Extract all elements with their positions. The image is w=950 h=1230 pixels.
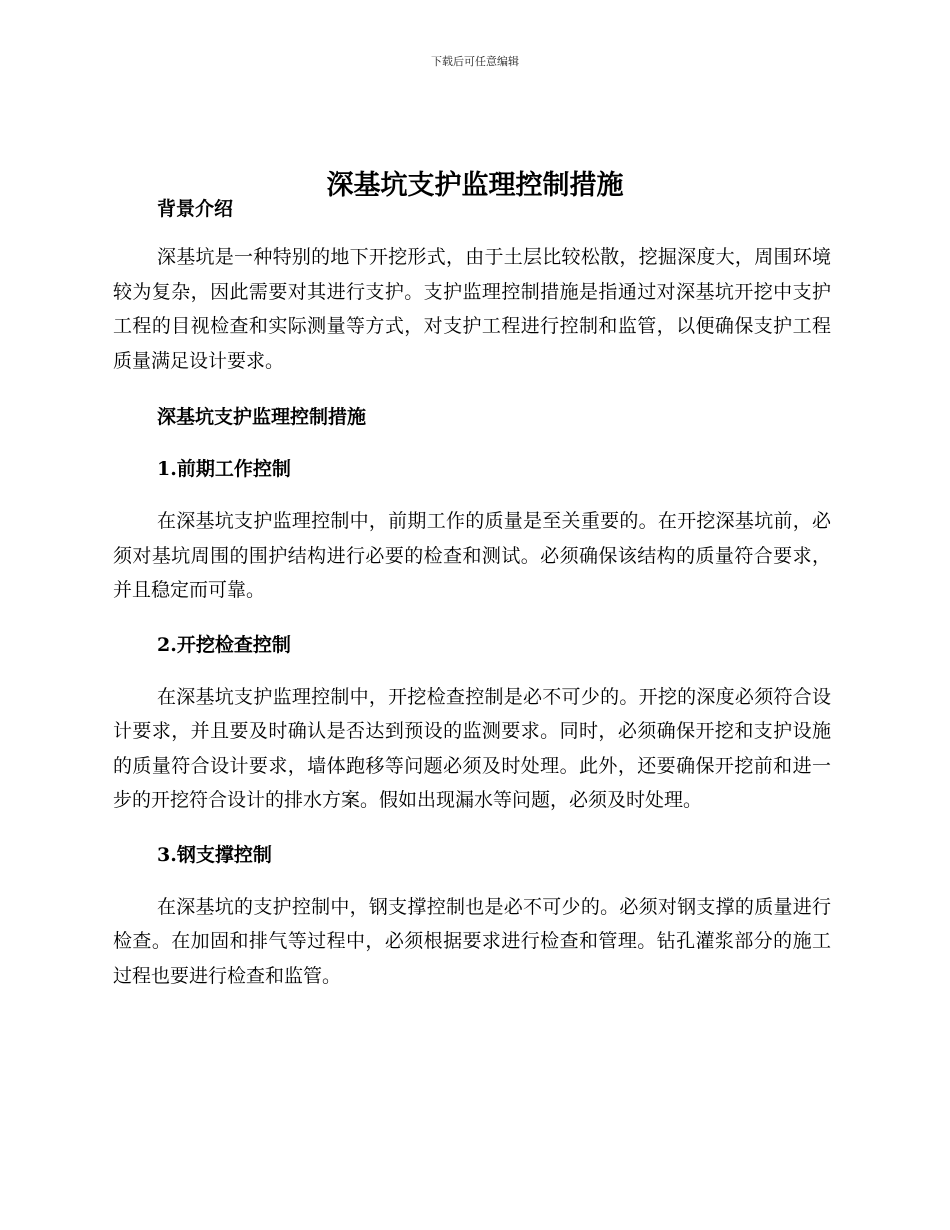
section-heading-background: 背景介绍	[157, 198, 234, 220]
section-heading-excavation-inspection-control: 2.开挖检查控制	[157, 633, 291, 656]
section-heading-steel-support-control: 3.钢支撑控制	[157, 843, 272, 866]
page-header-note: 下载后可任意编辑	[431, 55, 519, 68]
section-paragraph-excavation-inspection-control: 在深基坑支护监理控制中，开挖检查控制是必不可少的。开挖的深度必须符合设计要求，并且要及时确认是否达到预设的监测要求。同时，必须确保开挖和支护设施的质量符合设计要求，墙体跑移等问题必须及时处理。此外，还要确保开挖前和进一步的开挖符合设计的排水方案。假如出现漏水等问题，必须及时处理。	[113, 685, 831, 811]
section-paragraph-preliminary-work-control: 在深基坑支护监理控制中，前期工作的质量是至关重要的。在开挖深基坑前，必须对基坑周围的围护结构进行必要的检查和测试。必须确保该结构的质量符合要求，并且稳定而可靠。	[113, 510, 831, 601]
section-paragraph-background: 深基坑是一种特别的地下开挖形式，由于土层比较松散，挖掘深度大，周围环境较为复杂，因此需要对其进行支护。支护监理控制措施是指通过对深基坑开挖中支护工程的目视检查和实际测量等方式，对支护工程进行控制和监管，以便确保支护工程质量满足设计要求。	[113, 246, 831, 372]
section-paragraph-steel-support-control: 在深基坑的支护控制中，钢支撑控制也是必不可少的。必须对钢支撑的质量进行检查。在加固和排气等过程中，必须根据要求进行检查和管理。钻孔灌浆部分的施工过程也要进行检查和监管。	[113, 895, 831, 987]
section-heading-preliminary-work-control: 1.前期工作控制	[157, 458, 291, 480]
section-heading-control-measures: 深基坑支护监理控制措施	[157, 406, 367, 428]
document-title: 深基坑支护监理控制措施	[326, 170, 624, 202]
document-body	[113, 192, 831, 993]
